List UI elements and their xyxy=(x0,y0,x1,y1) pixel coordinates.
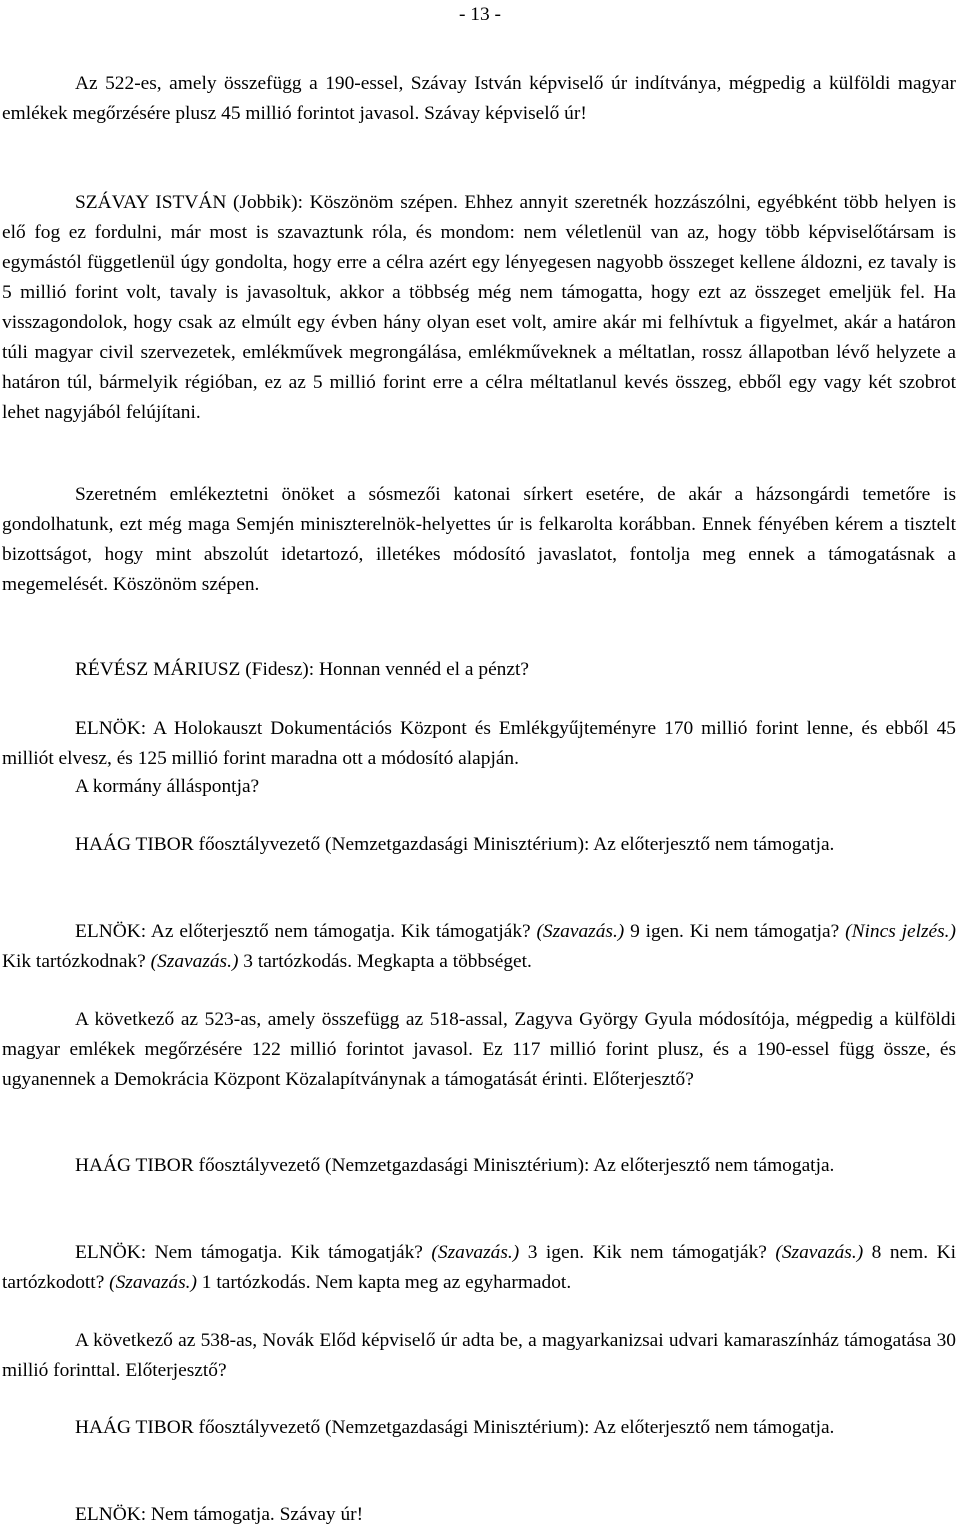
p11-run-6: 1 tartózkodás. Nem kapta meg az egyharmadot. xyxy=(196,1272,572,1293)
p11-run-1: (Szavazás.) xyxy=(431,1242,520,1263)
paragraph-p1: Az 522-es, amely összefügg a 190-essel, Szávay István képviselő úr indítványa, mégpedig a külföldi magyar emlékek megőrzésére plusz 45 millió forintot javasol. Szávay képviselő úr! xyxy=(2,73,956,124)
paragraph-p4: RÉVÉSZ MÁRIUSZ (Fidesz): Honnan vennéd el a pénzt? xyxy=(75,659,529,680)
p11-run-5: (Szavazás.) xyxy=(109,1272,197,1293)
p11-run-4: 8 nem. Ki tartózkodott? xyxy=(2,1242,956,1293)
p8-run-0: ELNÖK: Az előterjesztő nem támogatja. Kik támogatják? xyxy=(75,921,537,942)
p8-run-6: 3 tartózkodás. Megkapta a többséget. xyxy=(238,951,532,972)
paragraph-p6: A kormány álláspontja? xyxy=(75,776,260,797)
paragraph-p10: HAÁG TIBOR főosztályvezető (Nemzetgazdasági Minisztérium): Az előterjesztő nem támogatja. xyxy=(75,1155,835,1176)
p8-run-2: 9 igen. Ki nem támogatja? xyxy=(624,921,846,942)
paragraph-p2: SZÁVAY ISTVÁN (Jobbik): Köszönöm szépen. Ehhez annyit szeretnék hozzászólni, egyébként több helyen is elő fog ez fordulni, már most is szavaztunk róla, és mondom: nem véletlenül van az, hogy több képviselőtársam is egymástól függetlenül úgy gondolta, hogy erre a célra azért egy lényegesen nagyobb összeget kellene áldozni, ez tavaly is 5 millió forint volt, tavaly is javasoltuk, akkor a többség még nem támogatta, hogy ezt az összeget emeljük fel. Ha visszagondolok, hogy csak az elmúlt egy évben hány olyan eset volt, amire akár mi felhívtuk a figyelmet, akár a határon túli magyar civil szervezetek, emlékművek megrongálása, emlékműveknek a méltatlan, rossz állapotban lévő helyzete a határon túl, bármelyik régióban, ez az 5 millió forint erre a célra méltatlanul kevés összeg, ebből egy vagy két szobrot lehet nagyjából felújítani. xyxy=(2,192,956,423)
paragraph-p13: HAÁG TIBOR főosztályvezető (Nemzetgazdasági Minisztérium): Az előterjesztő nem támogatja. xyxy=(75,1417,835,1438)
paragraph-p3: Szeretném emlékeztetni önöket a sósmezői katonai sírkert esetére, de akár a házsongárdi temetőre is gondolhatunk, ezt még maga Semjén miniszterelnök-helyettes úr is felkarolta korábban. Ennek fényében kérem a tisztelt bizottságot, hogy mint abszolút idetartozó, illetékes módosító javaslatot, fontolja meg ennek a támogatásnak a megemelését. Köszönöm szépen. xyxy=(2,484,956,595)
page-number: - 13 - xyxy=(458,4,501,25)
paragraph-p12: A következő az 538-as, Novák Előd képviselő úr adta be, a magyarkanizsai udvari kamaraszínház támogatása 30 millió forinttal. Előterjesztő? xyxy=(2,1330,956,1381)
p11-run-0: ELNÖK: Nem támogatja. Kik támogatják? xyxy=(75,1242,432,1263)
paragraph-p7: HAÁG TIBOR főosztályvezető (Nemzetgazdasági Minisztérium): Az előterjesztő nem támogatja. xyxy=(75,834,835,855)
paragraph-p14: ELNÖK: Nem támogatja. Szávay úr! xyxy=(75,1504,364,1525)
p8-run-4: Kik tartózkodnak? xyxy=(2,951,151,972)
p8-run-1: (Szavazás.) xyxy=(536,921,625,942)
p11-run-2: 3 igen. Kik nem támogatják? xyxy=(519,1242,776,1263)
p8-run-3: (Nincs jelzés.) xyxy=(845,921,956,942)
p11-run-3: (Szavazás.) xyxy=(775,1242,864,1263)
paragraph-p11 xyxy=(2,1238,956,1298)
paragraph-p9: A következő az 523-as, amely összefügg az 518-assal, Zagyva György Gyula módosítója, mégpedig a külföldi magyar emlékek megőrzésére 122 millió forintot javasol. Ez 117 millió forint plusz, és a 190-essel függ össze, és ugyanennek a Demokrácia Központ Közalapítványnak a támogatását érinti. Előterjesztő? xyxy=(2,1009,956,1090)
paragraph-p5: ELNÖK: A Holokauszt Dokumentációs Központ és Emlékgyűjteményre 170 millió forint lenne, és ebből 45 milliót elvesz, és 125 millió forint maradna ott a módosító alapján. xyxy=(2,718,956,769)
p8-run-5: (Szavazás.) xyxy=(150,951,239,972)
paragraph-p8 xyxy=(2,917,956,977)
